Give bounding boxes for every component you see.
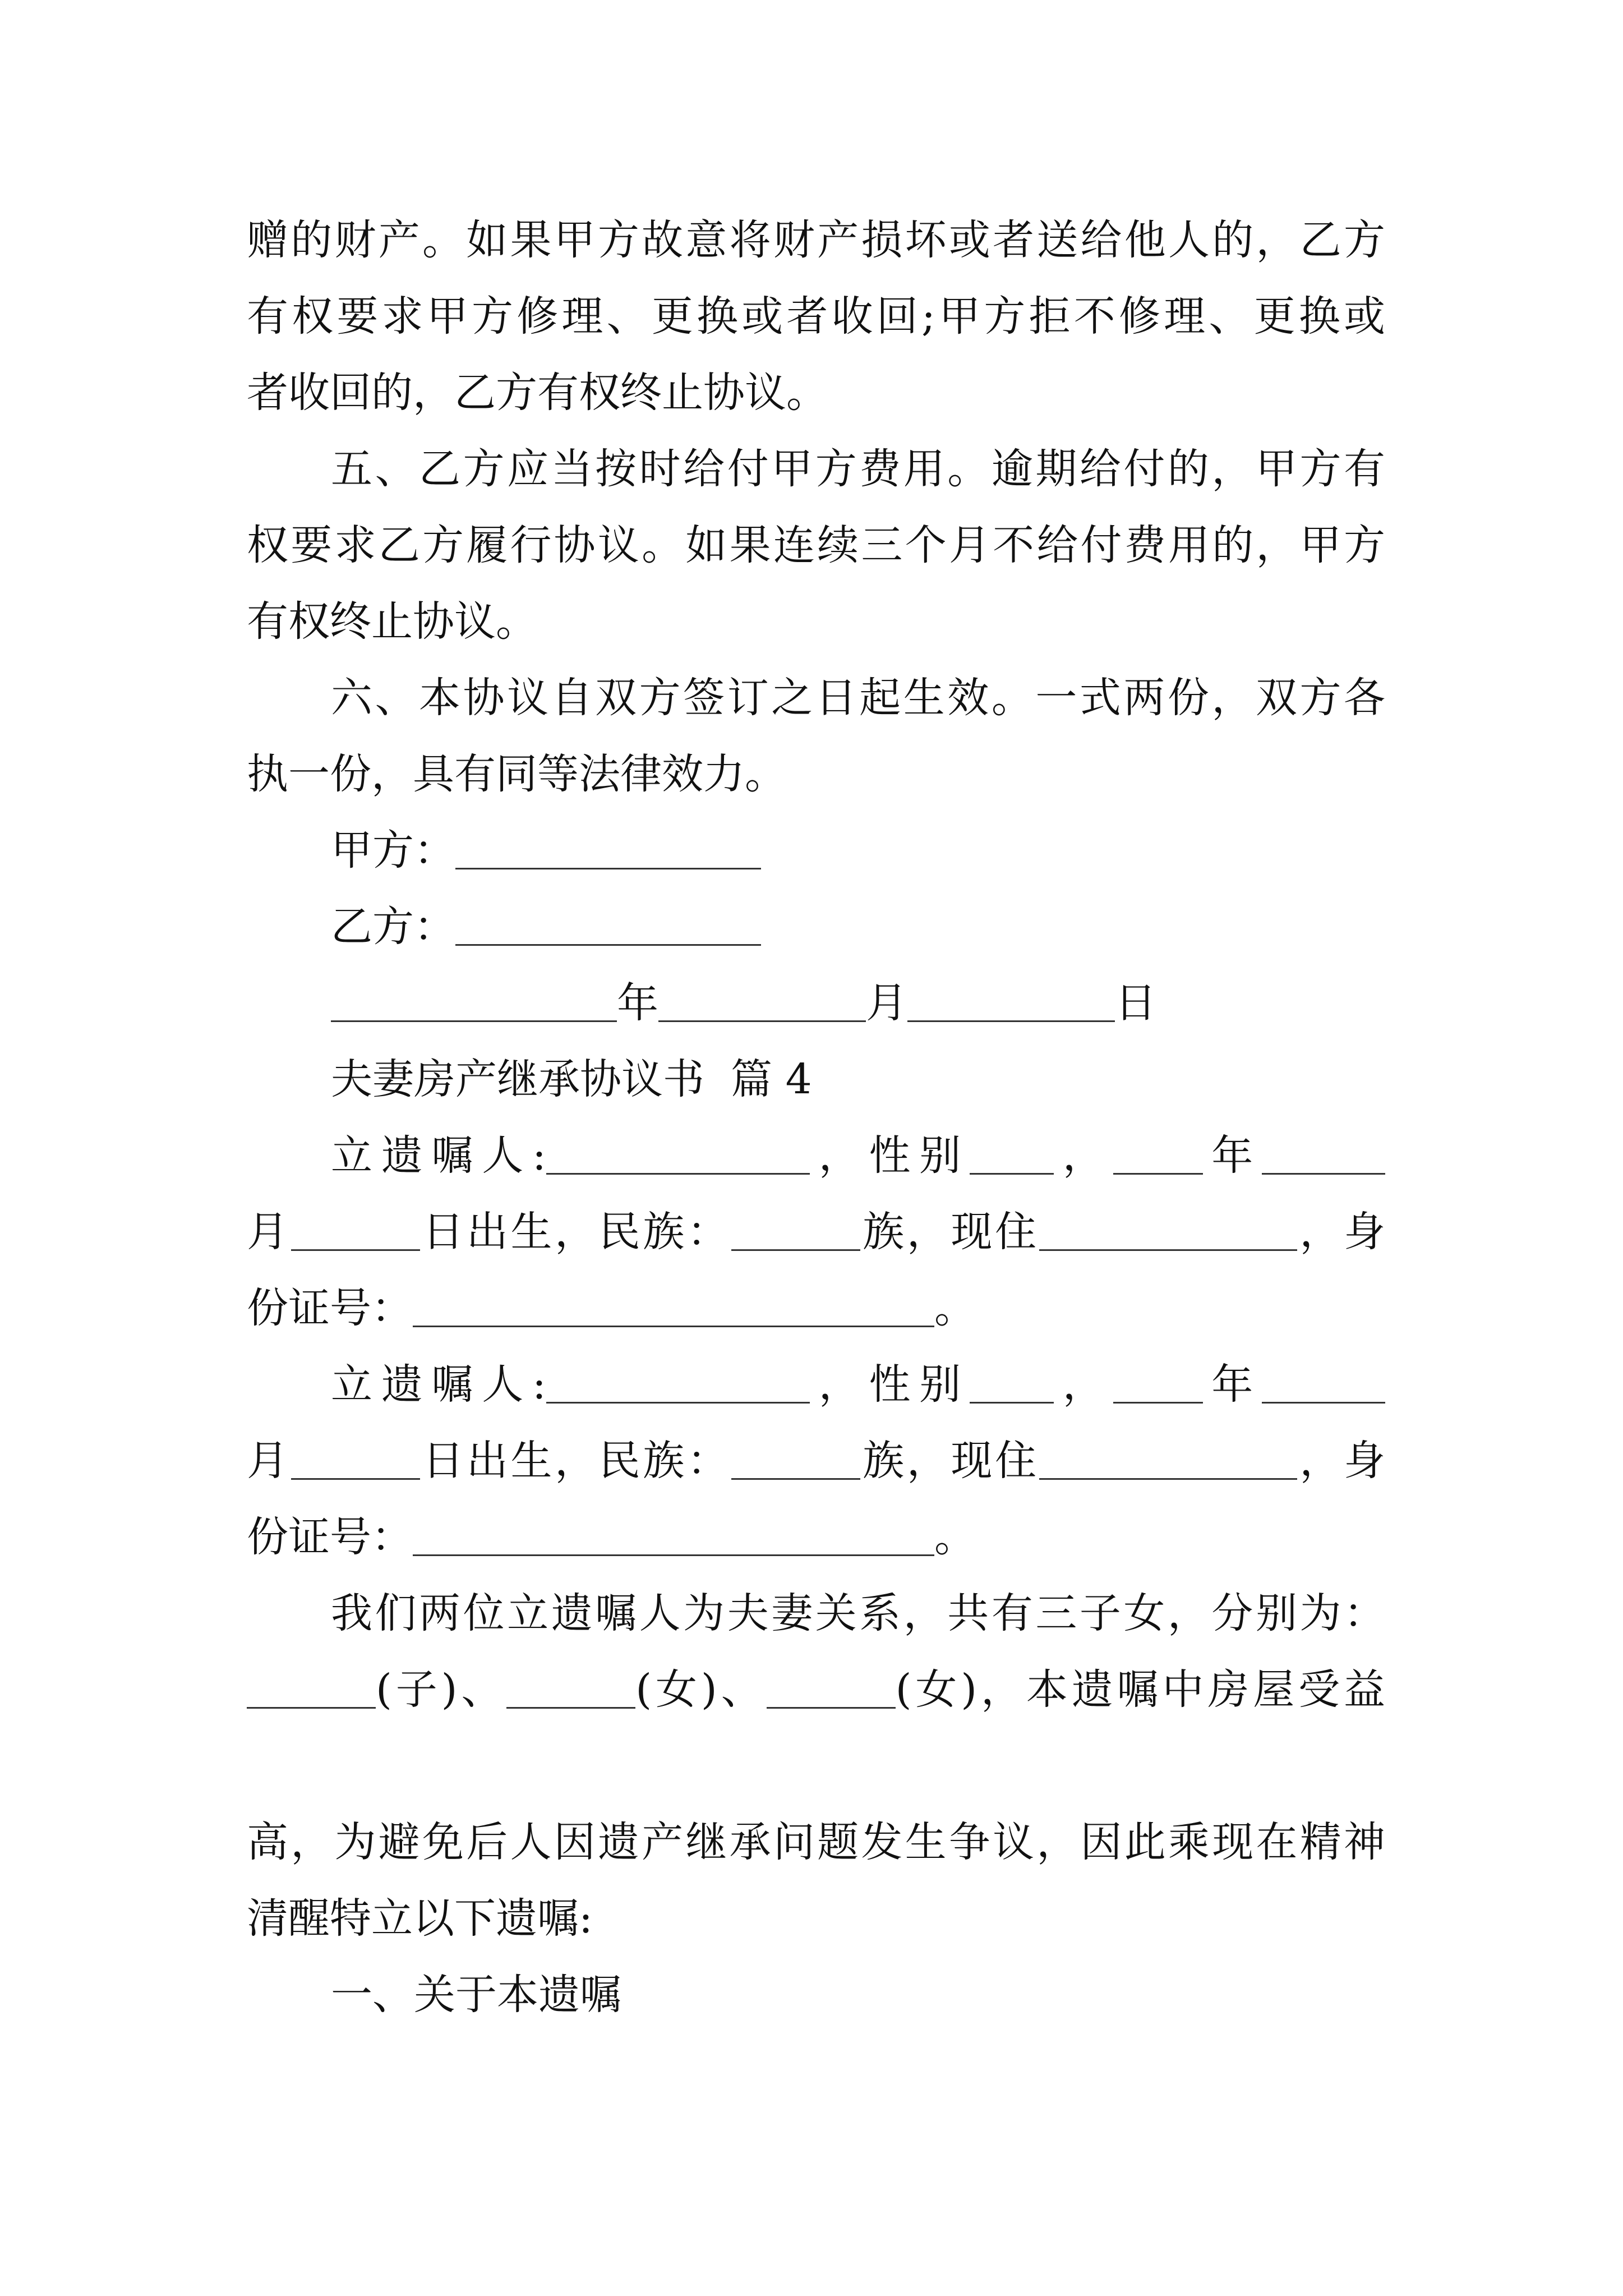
section-1-heading: 一、关于本遗嘱 xyxy=(331,1971,621,2019)
period: 。 xyxy=(934,1284,976,1332)
relation-line-5: 清醒特立以下遗嘱: xyxy=(247,1894,593,1943)
testator-2-line-1 xyxy=(247,1346,1385,1423)
year-label: 年 xyxy=(617,979,658,1027)
name-blank xyxy=(546,1364,810,1404)
month-label: 月 xyxy=(866,979,907,1027)
id-label: 份证号： xyxy=(247,1513,413,1561)
party-a-label: 甲方： xyxy=(331,826,455,875)
relation-line-1: 我们两位立遗嘱人为夫妻关系，共有三子女，分别为： xyxy=(331,1589,1385,1637)
gender-blank xyxy=(970,1364,1054,1404)
testator-2-line-2 xyxy=(247,1423,1385,1499)
daughter-1-blank xyxy=(506,1669,635,1709)
month-label: 月 xyxy=(247,1208,291,1256)
month-blank xyxy=(1262,1135,1385,1175)
paragraph-line: 执一份，具有同等法律效力。 xyxy=(247,750,786,798)
paragraph-line: 权要求乙方履行协议。如果连续三个月不给付费用的，甲方 xyxy=(247,521,1385,569)
daughter-2-label: (女)，本遗嘱中房屋受益 xyxy=(895,1665,1385,1714)
paragraph-line: 五、乙方应当按时给付甲方费用。逾期给付的，甲方有 xyxy=(331,445,1385,493)
id-label: 份证号： xyxy=(247,1284,413,1332)
year-blank xyxy=(1113,1135,1203,1175)
day-label: 日 xyxy=(1115,979,1156,1027)
relation-line-4: 高，为避免后人因遗产继承问题发生争议，因此乘现在精神 xyxy=(247,1818,1385,1866)
party-b-blank xyxy=(455,907,761,946)
son-label: (子)、 xyxy=(376,1665,507,1714)
paragraph-line: 有权终止协议。 xyxy=(247,597,537,646)
gender-label: ，性别 xyxy=(809,1131,970,1180)
signature-party-b xyxy=(247,889,1385,965)
month-blank xyxy=(658,983,866,1022)
day-blank xyxy=(291,1441,420,1480)
ethnic-blank xyxy=(731,1441,860,1480)
relation-line-2 xyxy=(247,1651,1385,1728)
testator-1-line-2 xyxy=(247,1194,1385,1270)
signature-party-a xyxy=(247,812,1385,889)
testator-1-line-3 xyxy=(247,1270,1385,1346)
month-label: 月 xyxy=(247,1437,291,1485)
period: 。 xyxy=(934,1513,976,1561)
year-label: 年 xyxy=(1202,1131,1262,1180)
testator-label: 立遗嘱人: xyxy=(331,1360,546,1409)
day-blank xyxy=(291,1212,420,1251)
id-label-start: ，身 xyxy=(1297,1437,1385,1485)
born-label: 日出生，民族： xyxy=(419,1437,731,1485)
paragraph-line: 赠的财产。如果甲方故意将财产损坏或者送给他人的，乙方 xyxy=(247,216,1385,264)
paragraph-line: 者收回的，乙方有权终止协议。 xyxy=(247,369,828,417)
testator-1-line-1 xyxy=(247,1117,1385,1194)
testator-2-line-3 xyxy=(247,1499,1385,1575)
document-body xyxy=(247,202,1385,2033)
signature-date xyxy=(247,965,1385,1041)
ethnic-blank xyxy=(731,1212,860,1251)
born-label: 日出生，民族： xyxy=(419,1208,731,1256)
gender-label: ，性别 xyxy=(809,1360,970,1409)
month-blank xyxy=(1262,1364,1385,1404)
id-blank xyxy=(413,1288,934,1327)
name-blank xyxy=(546,1135,810,1175)
testator-label: 立遗嘱人: xyxy=(331,1131,546,1180)
comma: ， xyxy=(1053,1360,1113,1409)
address-blank xyxy=(1039,1441,1297,1480)
paragraph-line: 六、本协议自双方签订之日起生效。一式两份，双方各 xyxy=(331,674,1385,722)
ethnic-label: 族，现住 xyxy=(860,1208,1039,1256)
daughter-2-blank xyxy=(767,1669,896,1709)
son-blank xyxy=(247,1669,376,1709)
party-b-label: 乙方： xyxy=(331,903,455,951)
gender-blank xyxy=(970,1135,1054,1175)
year-label: 年 xyxy=(1202,1360,1262,1409)
day-blank xyxy=(907,983,1115,1022)
paragraph-line: 有权要求甲方修理、更换或者收回;甲方拒不修理、更换或 xyxy=(247,292,1385,341)
relation-line-3 xyxy=(247,1728,1385,1804)
id-label-start: ，身 xyxy=(1297,1208,1385,1256)
section-heading: 夫妻房产继承协议书 篇 4 xyxy=(331,1055,812,1103)
id-blank xyxy=(413,1517,934,1556)
daughter-1-label: (女)、 xyxy=(635,1665,767,1714)
party-a-blank xyxy=(455,830,761,869)
year-blank xyxy=(1113,1364,1203,1404)
year-blank xyxy=(331,983,617,1022)
comma: ， xyxy=(1053,1131,1113,1180)
address-blank xyxy=(1039,1212,1297,1251)
ethnic-label: 族，现住 xyxy=(860,1437,1039,1485)
